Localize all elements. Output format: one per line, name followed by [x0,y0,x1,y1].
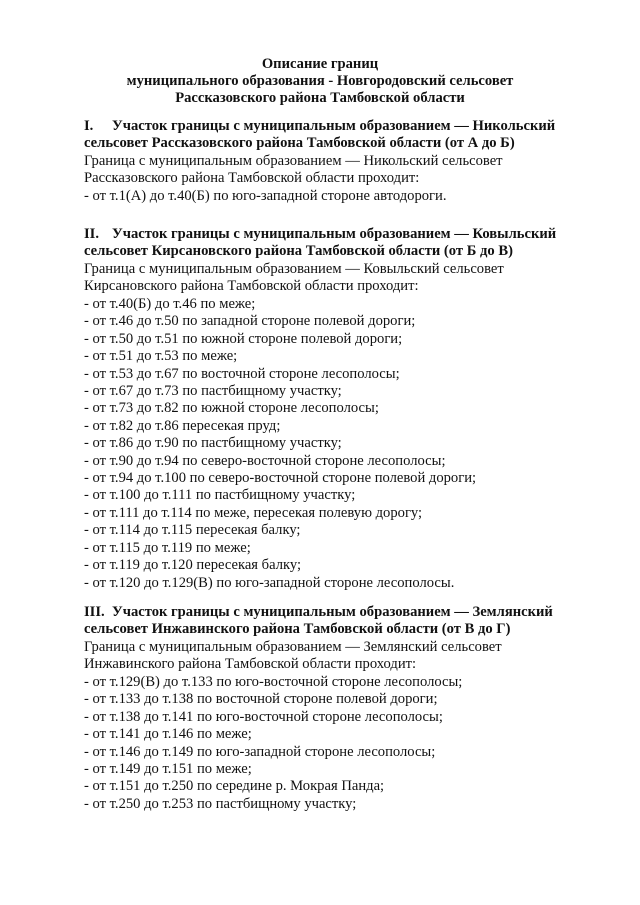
list-item: - от т.119 до т.120 пересекая балку; [84,557,302,574]
heading-line-1: Участок границы с муниципальным образованием — Никольский [112,118,556,134]
title-line-1: Описание границ [261,56,379,72]
list-item: - от т.50 до т.51 по южной стороне полевой дороги; [84,330,403,347]
list-item: - от т.73 до т.82 по южной стороне лесополосы; [84,400,379,417]
list-item: - от т.86 до т.90 по пастбищному участку; [84,435,342,452]
list-item: - от т.138 до т.141 по юго-восточной стороне лесополосы; [84,708,443,725]
heading-line-1: Участок границы с муниципальным образованием — Ковыльский [112,226,557,242]
intro-line-1: Граница с муниципальным образованием — Землянский сельсовет [84,638,502,655]
list-item: - от т.146 до т.149 по юго-западной стороне лесополосы; [84,743,436,760]
boundary-list [84,674,594,813]
list-item: - от т.149 до т.151 по меже; [84,761,252,778]
list-item: - от т.53 до т.67 по восточной стороне лесополосы; [84,365,400,382]
list-item: - от т.115 до т.119 по меже; [84,539,251,556]
list-item: - от т.141 до т.146 по меже; [84,726,252,743]
title-line-2: муниципального образования - Новгородовский сельсовет [126,73,514,89]
list-item: - от т.82 до т.86 пересекая пруд; [84,417,281,434]
section-3 [84,604,594,813]
list-item: - от т.129(В) до т.133 по юго-восточной стороне лесополосы; [84,674,463,690]
section-number: III. [84,604,105,620]
list-item: - от т.67 до т.73 по пастбищному участку; [84,383,342,400]
section-number: II. [84,226,100,242]
heading-line-2: сельсовет Рассказовского района Тамбовской области (от А до Б) [84,135,515,152]
list-item: - от т.94 до т.100 по северо-восточной стороне полевой дороги; [84,470,477,487]
section-intro [84,153,594,188]
list-item: - от т.250 до т.253 по пастбищному участку; [84,795,357,812]
section-heading [84,118,594,153]
section-1 [84,118,594,206]
heading-line-2: сельсовет Инжавинского района Тамбовской области (от В до Г) [84,621,511,638]
list-item: - от т.46 до т.50 по западной стороне полевой дороги; [84,313,416,330]
title-line-3: Рассказовского района Тамбовской области [175,90,465,106]
section-intro [84,261,594,296]
intro-line-2: Рассказовского района Тамбовской области проходит: [84,170,420,187]
list-item: - от т.133 до т.138 по восточной стороне полевой дороги; [84,691,438,708]
section-heading [84,604,594,639]
heading-line-2: сельсовет Кирсановского района Тамбовской области (от Б до В) [84,243,513,260]
list-item: - от т.151 до т.250 по середине р. Мокрая Панда; [84,778,385,795]
list-item: - от т.114 до т.115 пересекая балку; [84,522,301,539]
intro-line-1: Граница с муниципальным образованием — Ковыльский сельсовет [84,260,504,277]
list-item: - от т.40(Б) до т.46 по меже; [84,296,256,312]
section-heading [84,226,594,261]
list-item: - от т.100 до т.111 по пастбищному участку; [84,487,356,504]
heading-line-1: Участок границы с муниципальным образованием — Землянский [112,604,553,620]
list-item: - от т.120 до т.129(В) по юго-западной стороне лесополосы. [84,574,455,591]
intro-line-1: Граница с муниципальным образованием — Никольский сельсовет [84,152,503,169]
section-intro [84,639,594,674]
list-item: - от т.51 до т.53 по меже; [84,348,238,365]
list-item: - от т.111 до т.114 по меже, пересекая полевую дорогу; [84,504,423,521]
list-item: - от т.90 до т.94 по северо-восточной стороне лесополосы; [84,452,446,469]
list-item: - от т.1(А) до т.40(Б) по юго-западной стороне автодороги. [84,188,447,204]
boundary-list [84,188,594,206]
intro-line-2: Кирсановского района Тамбовской области проходит: [84,278,419,295]
section-number: I. [84,118,94,134]
intro-line-2: Инжавинского района Тамбовской области проходит: [84,656,417,673]
boundary-list [84,296,594,592]
document-title [0,56,640,107]
section-2 [84,226,594,592]
